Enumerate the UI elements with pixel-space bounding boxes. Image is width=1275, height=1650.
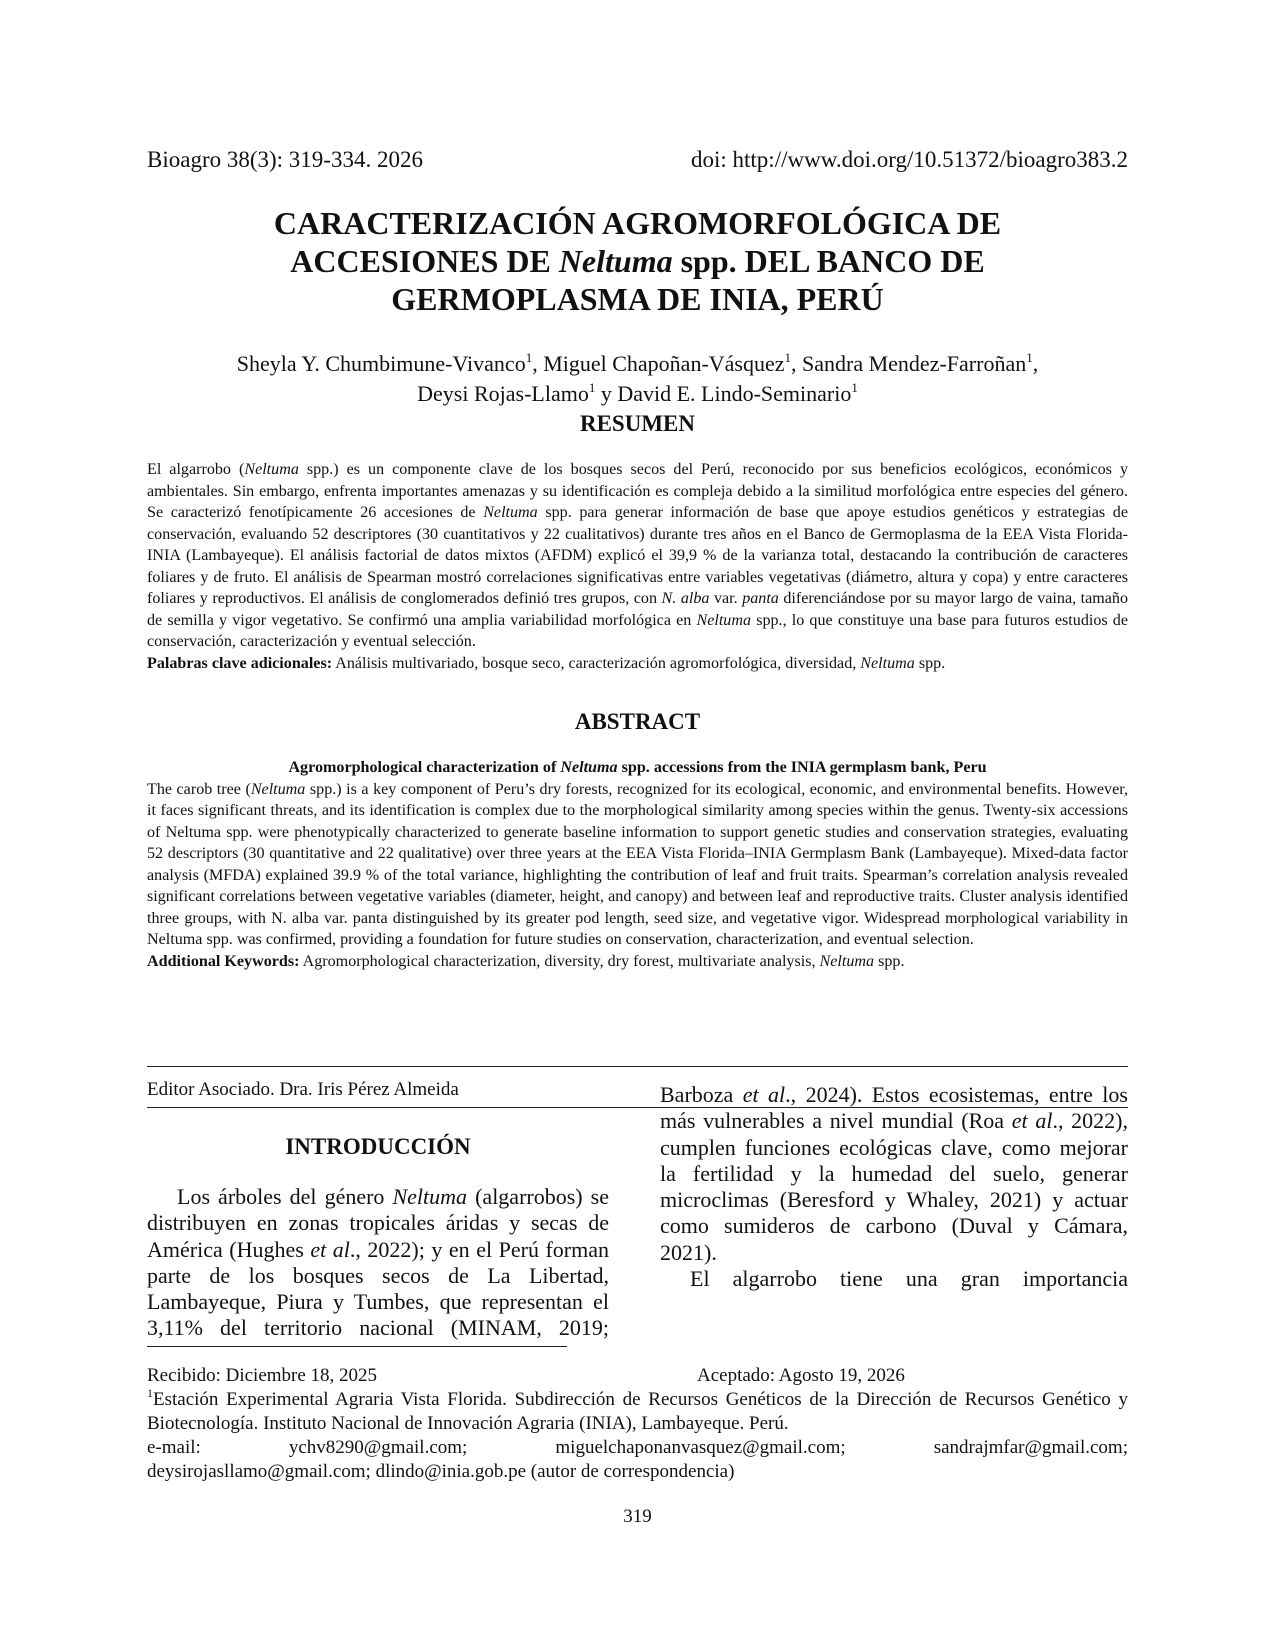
title-line-1: CARACTERIZACIÓN AGROMORFOLÓGICA DE <box>273 205 1002 241</box>
text-run: spp., lo que constituye una base para futuros estudios de conservación, caracterización y eventual selección. <box>147 611 1128 650</box>
genus-name: Neltuma <box>244 461 299 478</box>
text-run: Barboza <box>660 1082 743 1107</box>
title-text: ACCESIONES DE <box>290 243 559 279</box>
email-link[interactable]: sandrajmfar@gmail.com; <box>933 1437 1128 1458</box>
author-list <box>150 349 1125 409</box>
footnote-rule <box>147 1346 567 1347</box>
citation-etal: et al <box>742 1082 786 1107</box>
text-run: El algarrobo ( <box>147 461 245 478</box>
keywords-label: Palabras clave adicionales: <box>147 654 333 672</box>
genus-name: Neltuma <box>483 504 538 521</box>
text-run: diferenciándose por su mayor largo de vaina, tamaño de semilla y vigor vegetativo. Se confirmó una amplia variabilidad morfológica en <box>147 590 1128 629</box>
citation-etal: et al <box>310 1236 350 1262</box>
title-text: spp. DEL BANCO DE <box>672 243 985 279</box>
abstract-paragraph <box>147 779 1128 951</box>
intro-paragraph-1 <box>147 1184 609 1342</box>
resumen-keywords <box>147 653 1128 675</box>
genus-name: Neltuma <box>392 1184 468 1209</box>
email-line-2: deysirojasllamo@gmail.com; dlindo@inia.gob.pe (autor de correspondencia) <box>147 1461 735 1482</box>
affiliation-footnote <box>147 1388 1128 1484</box>
species-name: N. alba <box>661 590 710 607</box>
genus-name: Neltuma <box>696 611 752 629</box>
resumen-paragraph <box>147 459 1128 653</box>
author-name: Deysi Rojas-Llamo <box>417 381 589 406</box>
author-separator: y <box>595 381 618 406</box>
keywords-text: spp. <box>874 952 905 970</box>
author-separator: , <box>532 351 544 376</box>
author-name: David E. Lindo-Seminario <box>617 381 852 406</box>
text-run: Los árboles del género <box>177 1184 393 1209</box>
associate-editor: Editor Asociado. Dra. Iris Pérez Almeida <box>147 1079 459 1100</box>
resumen-heading: RESUMEN <box>579 411 695 436</box>
text-run: ., 2022); y en el Perú forman parte de los bosques secos de La Libertad, Lambayeque, Piura y Tumbes, que representan el 3,11% del territorio nacional (MINAM, 2019; <box>147 1236 609 1341</box>
journal-header <box>147 146 1128 174</box>
received-date: Recibido: Diciembre 18, 2025 <box>147 1365 378 1386</box>
affiliation-body: Estación Experimental Agraria Vista Florida. Subdirección de Recursos Genéticos de la Dirección de Recursos Genético y Biotecnología. Instituto Nacional de Innovación Agraria (INIA), Lambayeque. Perú. <box>147 1389 1128 1434</box>
text-run: ., 2022), cumplen funciones ecológicas clave, como mejorar la fertilidad y la humedad del suelo, generar microclimas (Beresford y Whaley, 2021) y actuar como sumideros de carbono (Duval y Cámara, 2021). <box>660 1108 1128 1265</box>
text-run: (algarrobos) se distribuyen en zonas tropicales áridas y secas de América (Hughes <box>147 1184 609 1262</box>
author-name: Sheyla Y. Chumbimune-Vivanco <box>236 351 526 376</box>
divider-top <box>147 1066 1128 1067</box>
submission-dates <box>147 1364 1128 1388</box>
affiliation-marker: 1 <box>525 350 533 365</box>
abstract-body <box>147 757 1128 972</box>
keywords-text: spp. <box>914 654 946 672</box>
genus-name: Neltuma <box>860 654 915 672</box>
page-number: 319 <box>623 1506 652 1527</box>
author-name: Miguel Chapoñan-Vásquez <box>543 351 785 376</box>
accepted-date: Aceptado: Agosto 19, 2026 <box>697 1365 905 1386</box>
title-line-3: GERMOPLASMA DE INIA, PERÚ <box>391 281 884 317</box>
variety-name: panta <box>742 590 779 607</box>
text-run: spp.) is a key component of Peru’s dry forests, recognized for its ecological, economic, and environmental benefits. However, it faces significant threats, and its identification is complex due to the morphological similarity among species within the genus. Twenty-six accessions of Neltuma spp. were phenotypically characterized to generate baseline information to support genetic studies and conservation strategies, evaluating 52 descriptors (30 quantitative and 22 qualitative) over three years at the EEA Vista Florida–INIA Germplasm Bank (Lambayeque). Mixed-data factor analysis (MFDA) explained 39.9 % of the total variance, highlighting the contribution of leaf and fruit traits. Spearman’s correlation analysis revealed significant correlations between vegetative variables (diameter, height, and canopy) and between leaf and reproductive traits. Cluster analysis identified three groups, with N. alba var. panta distinguished by its greater pod length, seed size, and vegetative vigor. Widespread morphological variability in Neltuma spp. was confirmed, providing a foundation for future studies on conservation, characterization, and eventual selection. <box>147 780 1128 948</box>
intro-heading: INTRODUCCIÓN <box>285 1134 471 1159</box>
journal-reference: Bioagro 38(3): 319-334. 2026 <box>147 147 423 172</box>
title-line-2 <box>200 242 1075 280</box>
email-link[interactable]: ychv8290@gmail.com; <box>288 1437 468 1458</box>
abstract-heading: ABSTRACT <box>574 709 701 734</box>
intro-column-right <box>660 1082 1128 1292</box>
text-run: var. <box>709 590 743 607</box>
author-separator: , <box>791 351 803 376</box>
title-genus: Neltuma <box>558 243 673 279</box>
genus-name: Neltuma <box>250 780 306 798</box>
email-label: e-mail: <box>147 1437 201 1458</box>
keywords-text: Análisis multivariado, bosque seco, caracterización agromorfológica, diversidad, <box>332 654 861 672</box>
text-run: Agromorphological characterization of <box>288 759 561 776</box>
text-run: spp. accessions from the INIA germplasm bank, Peru <box>617 759 987 776</box>
affiliation-text <box>147 1388 1128 1436</box>
abstract-keywords <box>147 951 1128 973</box>
english-title <box>147 757 1128 779</box>
text-run: The carob tree ( <box>147 780 251 798</box>
author-separator: , <box>1032 351 1039 376</box>
affiliation-marker: 1 <box>851 380 858 395</box>
citation-etal: et al <box>1011 1108 1053 1134</box>
affiliation-marker: 1 <box>588 380 596 395</box>
article-title <box>200 204 1075 318</box>
intro-paragraph-1-cont <box>660 1082 1128 1266</box>
resumen-body <box>147 459 1128 674</box>
text-run: spp. para generar información de base que apoye estudios genéticos y estrategias de conservación, evaluando 52 descriptores (30 cuantitativos y 22 cualitativos) durante tres años en el Banco de Germoplasma de la EEA Vista Florida-INIA (Lambayeque). El análisis factorial de datos mixtos (AFDM) explicó el 39,9 % de la varianza total, destacando la contribución de caracteres foliares y de fruto. El análisis de Spearman mostró correlaciones significativas entre variables vegetativas (diámetro, altura y copa) y entre caracteres foliares y reproductivos. El análisis de conglomerados definió tres grupos, con <box>147 504 1128 607</box>
genus-name: Neltuma <box>560 759 618 776</box>
text-run: spp.) es un componente clave de los bosques secos del Perú, reconocido por sus beneficios ecológicos, económicos y ambientales. Sin embargo, enfrenta importantes amenazas y su identificación es compleja debido a la similitud morfológica entre especies del género. Se caracterizó fenotípicamente 26 accesiones de <box>147 461 1128 521</box>
author-name: Sandra Mendez-Farroñan <box>802 351 1027 376</box>
intro-column-left <box>147 1133 609 1342</box>
keywords-label: Additional Keywords: <box>147 952 300 970</box>
keywords-text: Agromorphological characterization, diversity, dry forest, multivariate analysis, <box>299 952 820 970</box>
text-run: ., 2024). Estos ecosistemas, entre los más vulnerables a nivel mundial (Roa <box>660 1082 1128 1134</box>
email-line <box>147 1436 1128 1460</box>
affiliation-marker: 1 <box>784 350 792 365</box>
doi-link[interactable]: doi: http://www.doi.org/10.51372/bioagro383.2 <box>691 147 1128 172</box>
email-link[interactable]: miguelchaponanvasquez@gmail.com; <box>555 1437 846 1458</box>
genus-name: Neltuma <box>819 952 875 970</box>
affiliation-marker: 1 <box>1026 350 1033 365</box>
intro-paragraph-2: El algarrobo tiene una gran importancia <box>690 1266 1128 1292</box>
affiliation-marker: 1 <box>147 1386 153 1400</box>
